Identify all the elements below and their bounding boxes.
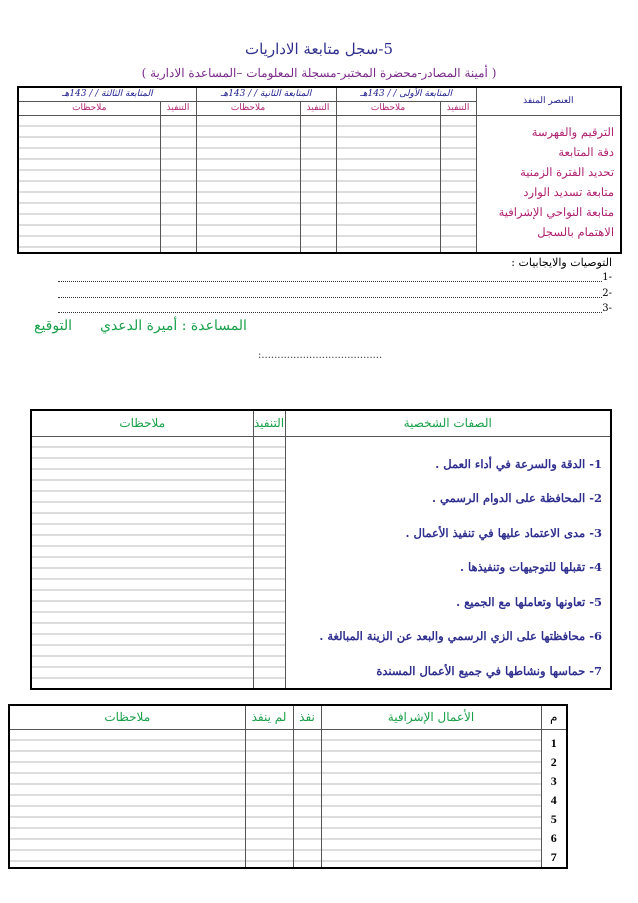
supervisory-table <box>8 704 568 869</box>
row-number: 2 <box>550 754 557 769</box>
element-item: متابعة النواحي الإشرافية <box>498 204 615 219</box>
dotted-line <box>58 290 602 298</box>
notes-header: ملاحظات <box>31 410 253 436</box>
round-2-exec-cell[interactable] <box>300 115 336 253</box>
round-1-notes-cell[interactable] <box>336 115 440 253</box>
work-cell[interactable] <box>321 729 541 868</box>
not-done-cell[interactable] <box>245 729 293 868</box>
followup-table <box>17 86 622 254</box>
signature-label: التوقيع <box>34 318 72 334</box>
round-3-header: المتابعة الثالثة / / 143هـ <box>18 87 196 101</box>
traits-header: الصفات الشخصية <box>285 410 611 436</box>
trait-item: 7- حماسها ونشاطها في جميع الأعمال المسندة <box>376 663 602 678</box>
trait-item: 3- مدى الاعتماد عليها في تنفيذ الأعمال . <box>405 525 602 540</box>
round-1-exec-cell[interactable] <box>440 115 476 253</box>
done-header: نفذ <box>293 705 321 729</box>
trait-item: 6- محافظتها على الزي الرسمي والبعد عن الزينة المبالغة . <box>319 629 602 643</box>
signature-dots[interactable]: :...................................... <box>258 350 383 361</box>
sup-notes-cell[interactable] <box>9 729 245 868</box>
page-subtitle: ( أمينة المصادر-محضرة المختبر-مسجلة المعلومات –المساعدة الادارية ) <box>141 66 497 80</box>
page-title: 5-سجل متابعة الاداريات <box>244 40 394 58</box>
row-number: 1 <box>550 735 557 750</box>
row-number: 7 <box>550 849 557 864</box>
recommendations-label: التوصيات والايجابيات : <box>511 256 612 269</box>
done-cell[interactable] <box>293 729 321 868</box>
assistant-name: المساعدة : أميرة الدعدي <box>100 318 247 334</box>
round-3-exec-header: التنفيذ <box>160 101 196 115</box>
trait-item: 4- تقبلها للتوجيهات وتنفيذها . <box>460 560 602 574</box>
round-1-notes-header: ملاحظات <box>336 101 440 115</box>
row-number: 5 <box>550 811 557 826</box>
trait-item: 2- المحافظة على الدوام الرسمي . <box>432 491 602 505</box>
row-number: 6 <box>550 830 557 845</box>
work-header: الأعمال الإشرافية <box>321 705 541 729</box>
exec-header: التنفيذ <box>253 410 285 436</box>
recommendation-line[interactable] <box>58 288 612 299</box>
notes-header: ملاحظات <box>9 705 245 729</box>
element-item: دقة المتابعة <box>558 144 615 159</box>
round-2-notes-cell[interactable] <box>196 115 300 253</box>
trait-item: 1- الدقة والسرعة في أداء العمل . <box>435 456 602 471</box>
not-done-header: لم ينفذ <box>245 705 293 729</box>
recommendation-line[interactable] <box>58 272 612 283</box>
round-2-exec-header: التنفيذ <box>300 101 336 115</box>
round-2-notes-header: ملاحظات <box>196 101 300 115</box>
round-3-exec-cell[interactable] <box>160 115 196 253</box>
round-1-exec-header: التنفيذ <box>440 101 476 115</box>
dotted-line <box>58 305 602 313</box>
row-number: 3 <box>550 773 557 788</box>
trait-item: 5- تعاونها وتعاملها مع الجميع . <box>456 594 602 609</box>
round-1-header: المتابعة الأولى / / 143هـ <box>336 87 476 101</box>
recommendation-line[interactable] <box>58 303 612 314</box>
dotted-line <box>58 274 602 282</box>
traits-table <box>30 409 612 690</box>
element-item: الترقيم والفهرسة <box>531 124 615 139</box>
element-item: الاهتمام بالسجل <box>537 224 615 239</box>
round-3-notes-header: ملاحظات <box>18 101 160 115</box>
recommendation-number: -2 <box>602 288 612 299</box>
traits-notes-cell[interactable] <box>31 436 253 689</box>
round-3-notes-cell[interactable] <box>18 115 160 253</box>
round-2-header: المتابعة الثانية / / 143هـ <box>196 87 336 101</box>
element-header: العنصر المنفذ <box>476 87 621 115</box>
traits-exec-cell[interactable] <box>253 436 285 689</box>
element-item: تحديد الفترة الزمنية <box>520 164 615 179</box>
element-item: متابعة تسديد الوارد <box>523 184 615 199</box>
recommendation-number: -1 <box>602 272 612 283</box>
num-header: م <box>541 705 567 729</box>
row-number: 4 <box>550 792 557 807</box>
recommendation-number: -3 <box>602 303 612 314</box>
